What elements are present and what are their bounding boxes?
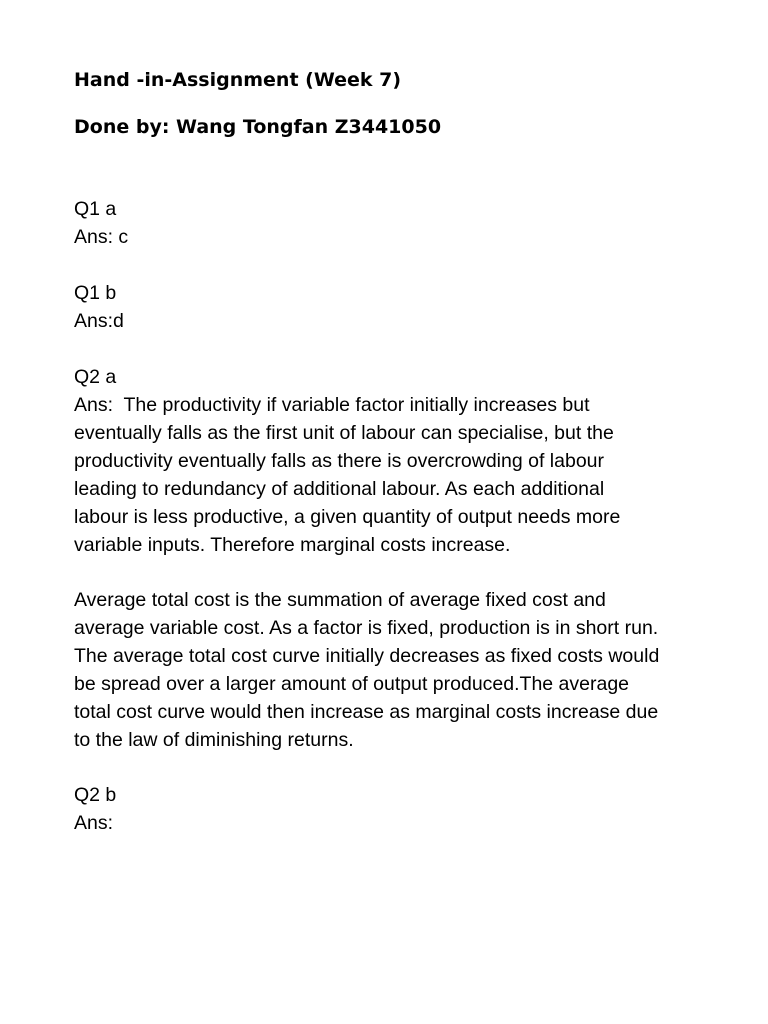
q1b-label: Q1 b xyxy=(74,282,117,304)
assignment-title: Hand -in-Assignment (Week 7) xyxy=(74,69,402,91)
paragraph-line: The average total cost curve initially decreases as fixed costs would xyxy=(74,645,660,667)
paragraph-line: eventually falls as the first unit of labour can specialise, but the xyxy=(74,422,614,444)
q1b-answer: Ans:d xyxy=(74,310,124,332)
paragraph-line: to the law of diminishing returns. xyxy=(74,729,354,751)
paragraph-line: labour is less productive, a given quantity of output needs more xyxy=(74,506,621,528)
paragraph-line: Average total cost is the summation of average fixed cost and xyxy=(74,589,606,611)
paragraph-line: be spread over a larger amount of output produced.The average xyxy=(74,673,630,695)
paragraph-line: productivity eventually falls as there is overcrowding of labour xyxy=(74,450,605,472)
paragraph-line: average variable cost. As a factor is fixed, production is in short run. xyxy=(74,617,659,639)
q2a-label: Q2 a xyxy=(74,366,117,388)
q1a-answer: Ans: c xyxy=(74,226,129,248)
q2b-answer: Ans: xyxy=(74,812,114,834)
q2b-label: Q2 b xyxy=(74,784,117,806)
q2a-answer-paragraph-1 xyxy=(74,391,714,559)
paragraph-line: variable inputs. Therefore marginal costs increase. xyxy=(74,534,511,556)
paragraph-line: Ans: The productivity if variable factor initially increases but xyxy=(74,394,590,416)
author-line: Done by: Wang Tongfan Z3441050 xyxy=(74,116,442,138)
paragraph-line: leading to redundancy of additional labour. As each additional xyxy=(74,478,605,500)
q1a-label: Q1 a xyxy=(74,198,117,220)
q2a-answer-paragraph-2 xyxy=(74,586,714,754)
paragraph-line: total cost curve would then increase as marginal costs increase due xyxy=(74,701,659,723)
